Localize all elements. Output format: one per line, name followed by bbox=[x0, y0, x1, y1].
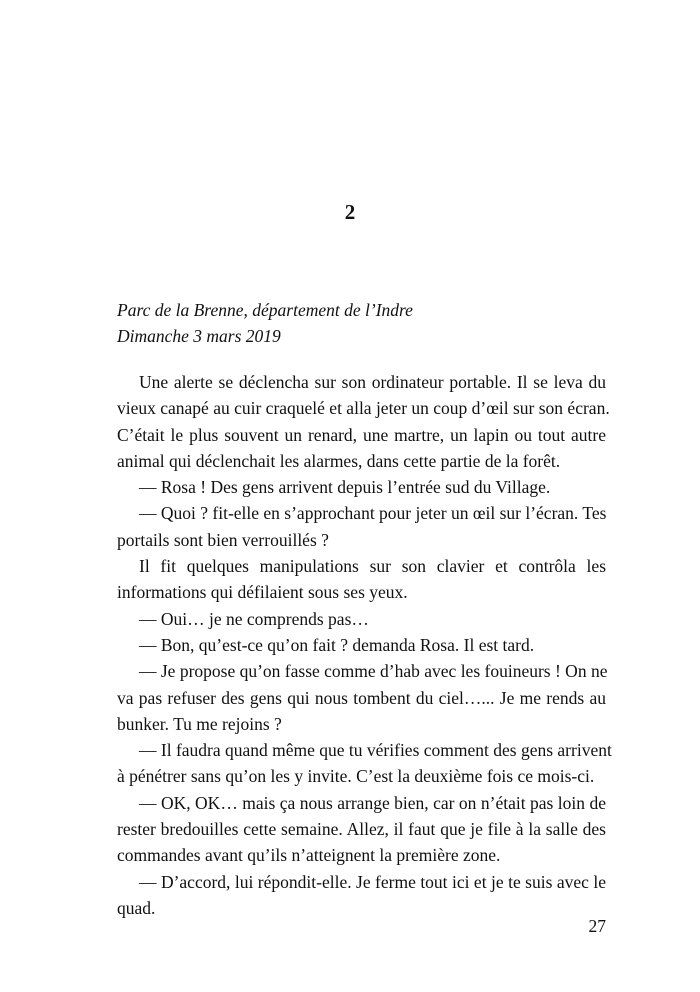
text-line: Il fit quelques manipulations sur son clavier et contrôla les bbox=[139, 556, 606, 577]
text-line: informations qui défilaient sous ses yeux. bbox=[117, 582, 408, 603]
text-line: — Oui… je ne comprends pas… bbox=[139, 608, 369, 629]
text-line: — D’accord, lui répondit-elle. Je ferme tout ici et je te suis avec le bbox=[139, 871, 606, 892]
text-line: — Rosa ! Des gens arrivent depuis l’entrée sud du Village. bbox=[139, 477, 551, 498]
chapter-number: 2 bbox=[344, 200, 356, 224]
text-line: va pas refuser des gens qui nous tombent du ciel…... Je me rends au bbox=[117, 687, 606, 708]
text-line: — Bon, qu’est-ce qu’on fait ? demanda Rosa. Il est tard. bbox=[139, 634, 535, 655]
chapter-heading bbox=[117, 297, 413, 349]
text-line: Une alerte se déclencha sur son ordinateur portable. Il se leva du bbox=[139, 372, 606, 392]
body-text bbox=[117, 369, 612, 921]
text-line: à pénétrer sans qu’on les y invite. C’est la deuxième fois ce mois-ci. bbox=[117, 766, 595, 787]
text-line: animal qui déclenchait les alarmes, dans cette partie de la forêt. bbox=[117, 450, 561, 471]
text-line: — Il faudra quand même que tu vérifies comment des gens arrivent bbox=[139, 740, 612, 761]
text-line: portails sont bien verrouillés ? bbox=[117, 529, 329, 550]
text-line: vieux canapé au cuir craquelé et alla jeter un coup d’œil sur son écran. bbox=[117, 398, 610, 419]
text-line: C’était le plus souvent un renard, une martre, un lapin ou tout autre bbox=[117, 424, 606, 445]
text-line: — OK, OK… mais ça nous arrange bien, car on n’était pas loin de bbox=[139, 792, 606, 813]
heading-location: Parc de la Brenne, département de l’Indre bbox=[117, 300, 413, 320]
heading-date: Dimanche 3 mars 2019 bbox=[117, 326, 281, 346]
text-line: — Quoi ? fit-elle en s’approchant pour jeter un œil sur l’écran. Tes bbox=[139, 503, 607, 524]
page-number: 27 bbox=[588, 916, 606, 936]
text-line: — Je propose qu’on fasse comme d’hab avec les fouineurs ! On ne bbox=[139, 661, 608, 682]
text-line: quad. bbox=[117, 897, 156, 918]
text-line: rester bredouilles cette semaine. Allez, il faut que je file à la salle des bbox=[117, 819, 606, 840]
text-line: commandes avant qu’ils n’atteignent la première zone. bbox=[117, 845, 501, 866]
text-line: bunker. Tu me rejoins ? bbox=[117, 713, 282, 734]
